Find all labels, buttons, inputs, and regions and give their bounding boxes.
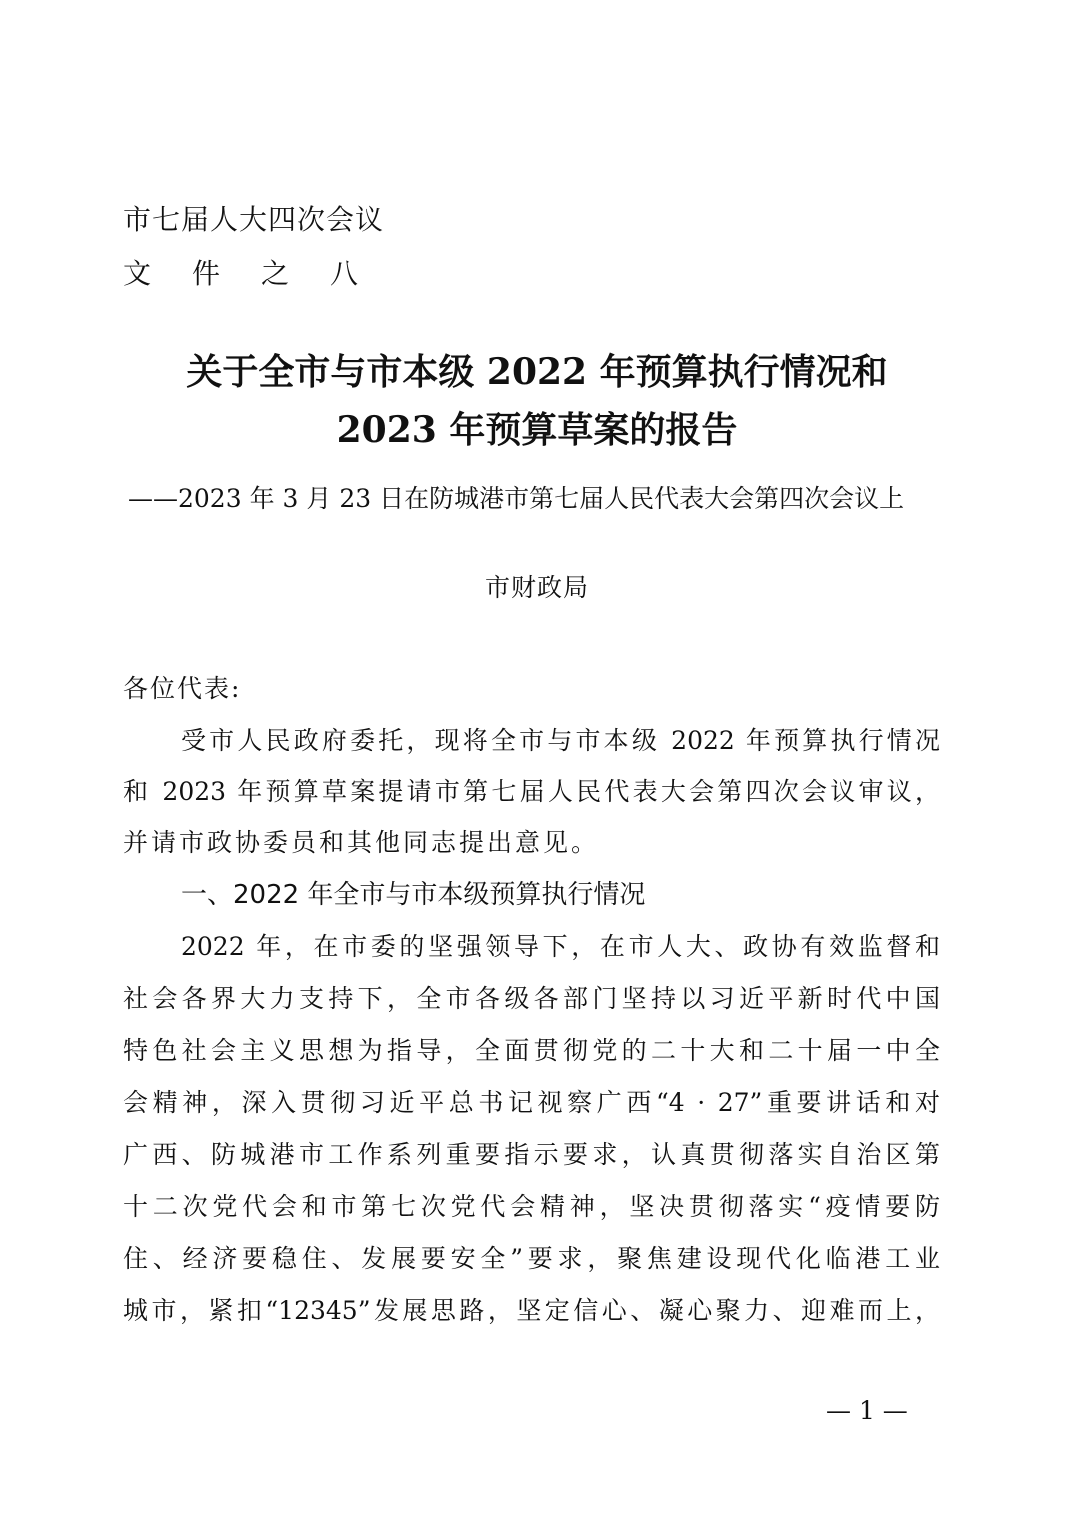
paragraph-2-line: 十二次党代会和市第七次党代会精神，坚决贯彻落实“疫情要防 xyxy=(123,1192,940,1221)
paragraph-2-line: 广西、防城港市工作系列重要指示要求，认真贯彻落实自治区第 xyxy=(123,1140,940,1169)
salutation: 各位代表: xyxy=(123,674,242,703)
paragraph-2-line: 住、经济要稳住、发展要安全”要求，聚焦建设现代化临港工业 xyxy=(123,1244,940,1273)
page-number: — 1 — xyxy=(826,1396,908,1425)
section-heading: 一、2022 年全市与市本级预算执行情况 xyxy=(181,880,646,910)
paragraph-2-line: 城市，紧扣“12345”发展思路，坚定信心、凝心聚力、迎难而上， xyxy=(123,1296,940,1325)
issuing-office: 市财政局 xyxy=(484,573,589,602)
paragraph-1-line: 和 2023 年预算草案提请市第七届人民代表大会第四次会议审议， xyxy=(123,777,940,806)
meeting-label: 市七届人大四次会议 xyxy=(123,203,385,236)
report-subtitle: ——2023 年 3 月 23 日在防城港市第七届人民代表大会第四次会议上 xyxy=(128,484,905,513)
report-title-line-1: 关于全市与市本级 2022 年预算执行情况和 xyxy=(186,351,888,393)
report-title-line-2: 2023 年预算草案的报告 xyxy=(336,409,738,451)
paragraph-2-line: 2022 年，在市委的坚强领导下，在市人大、政协有效监督和 xyxy=(181,932,940,961)
paragraph-1-line: 受市人民政府委托，现将全市与市本级 2022 年预算执行情况 xyxy=(181,726,940,755)
paragraph-1-line: 并请市政协委员和其他同志提出意见。 xyxy=(123,828,600,857)
document-number: 文件之八 xyxy=(123,257,400,290)
paragraph-2-line: 社会各界大力支持下，全市各级各部门坚持以习近平新时代中国 xyxy=(123,984,940,1013)
paragraph-2-line: 特色社会主义思想为指导，全面贯彻党的二十大和二十届一中全 xyxy=(123,1036,940,1065)
paragraph-2-line: 会精神，深入贯彻习近平总书记视察广西“4 · 27”重要讲话和对 xyxy=(123,1088,940,1117)
